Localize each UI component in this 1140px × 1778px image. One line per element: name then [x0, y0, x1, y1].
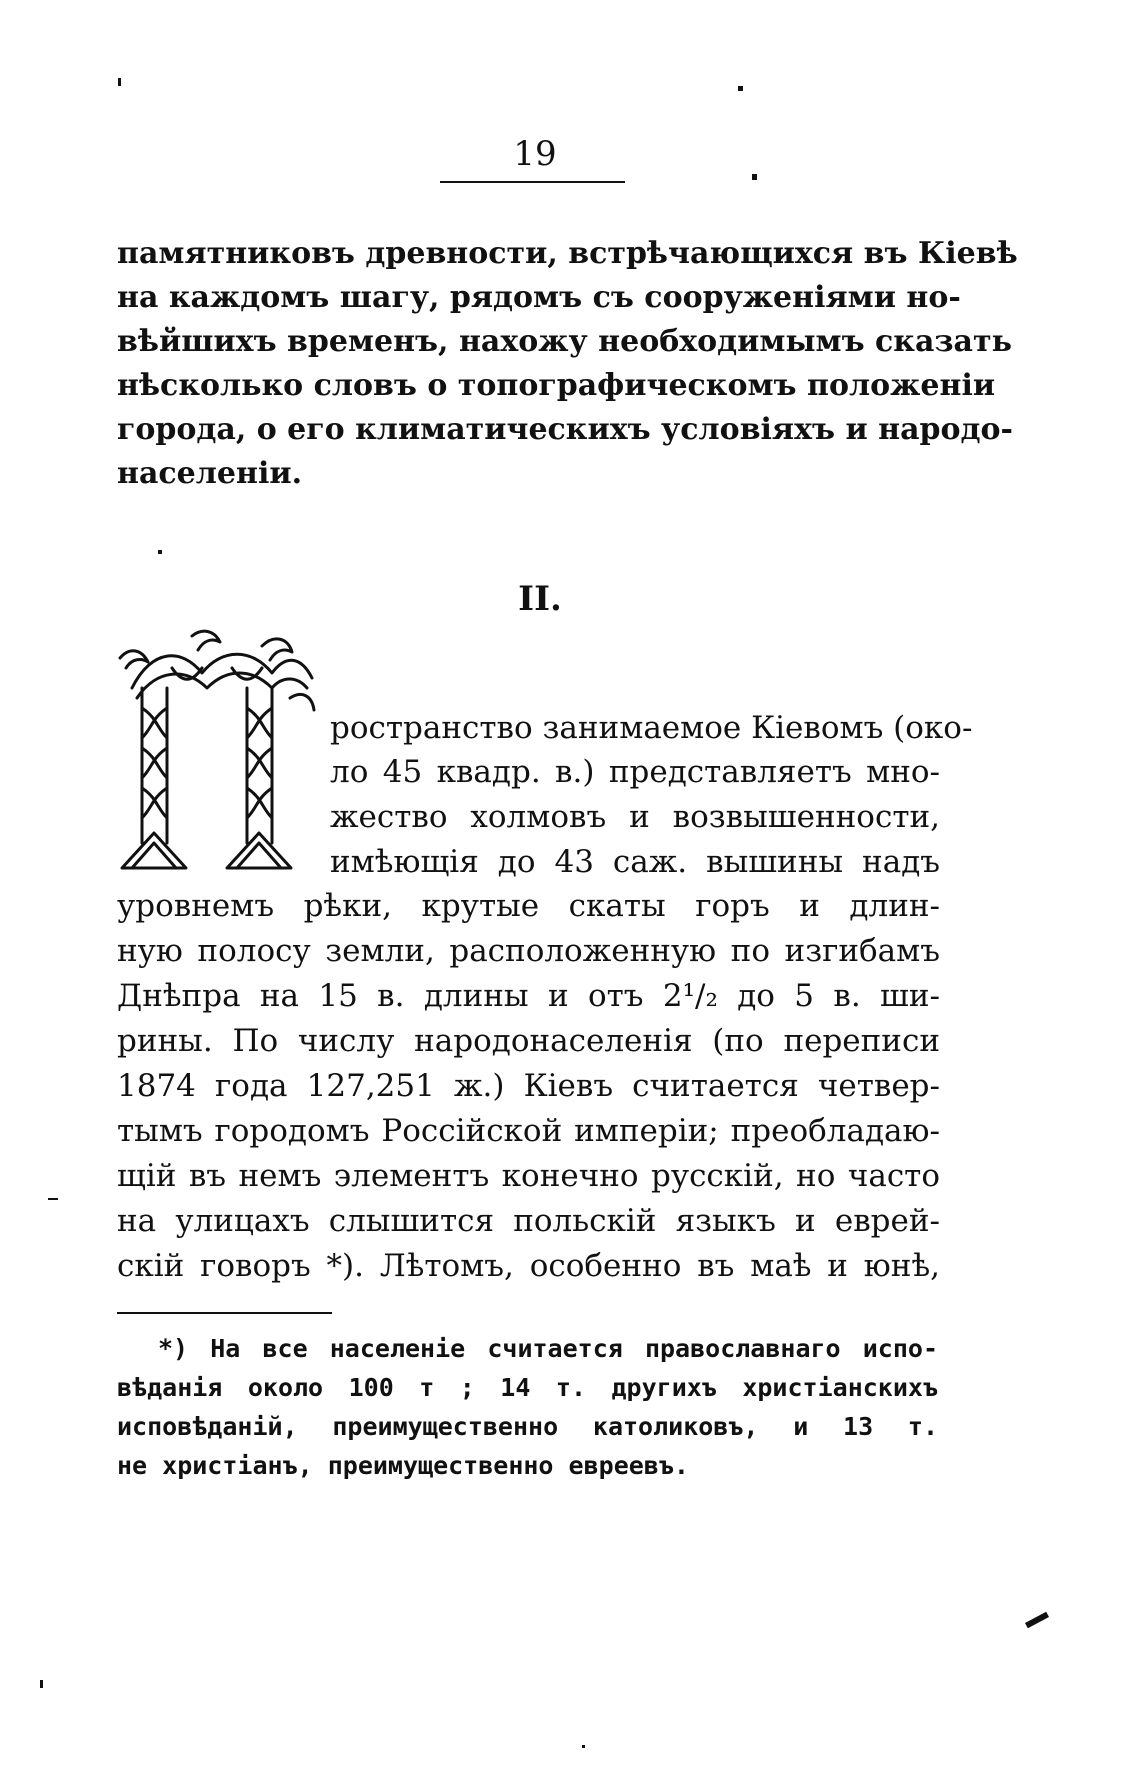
footnote-line: исповѣданій, преимущественно католиковъ, и 13 т.: [117, 1412, 938, 1441]
text-line: щій въ немъ элементъ конечно русскій, но часто: [117, 1158, 940, 1194]
footnote-line: *) На все населеніе считается православнаго испо-: [158, 1334, 938, 1363]
text-line: Днѣпра на 15 в. длины и отъ 2¹/₂ до 5 в. ши-: [117, 978, 940, 1014]
text-line: на каждомъ шагу, рядомъ съ сооруженіями но-: [117, 280, 961, 315]
text-line: ло 45 квадр. в.) представляетъ мно-: [330, 754, 940, 790]
text-line: 1874 года 127,251 ж.) Кіевъ считается четвер-: [117, 1068, 940, 1104]
footnote-rule: [117, 1312, 332, 1314]
text-line: рины. По числу народонаселенія (по переписи: [117, 1023, 940, 1059]
text-line: вѣйшихъ временъ, нахожу необходимымъ сказать: [117, 324, 1012, 359]
scan-speck: [582, 1745, 585, 1748]
svg-text:П: [158, 827, 159, 828]
scan-speck: [158, 550, 162, 554]
drop-cap-ornament: [112, 628, 320, 878]
scan-speck: [40, 1680, 43, 1688]
text-line: на улицахъ слышится польскій языкъ и еврей-: [117, 1203, 940, 1239]
text-line: ную полосу земли, расположенную по изгибамъ: [117, 933, 940, 969]
text-line: уровнемъ рѣки, крутые скаты горъ и длин-: [117, 888, 940, 924]
scan-speck: [118, 78, 121, 86]
text-line: памятниковъ древности, встрѣчающихся въ Кіевѣ: [117, 236, 1018, 271]
text-line: имѣющія до 43 саж. вышины надъ: [330, 844, 940, 880]
text-line: города, о его климатическихъ условіяхъ и народо-: [117, 412, 1013, 447]
scan-speck: [752, 174, 757, 180]
text-line: жество холмовъ и возвышенности,: [330, 799, 940, 835]
page-number-rule: [440, 181, 625, 183]
text-line: нѣсколько словъ о топографическомъ положеніи: [117, 368, 996, 403]
section-heading: II.: [518, 579, 562, 619]
scan-speck: [738, 86, 743, 91]
text-line: скій говоръ *). Лѣтомъ, особенно въ маѣ и юнѣ,: [117, 1248, 940, 1284]
scan-speck: [48, 1198, 58, 1200]
paragraph-1: [117, 232, 1018, 496]
page-number: 19: [513, 134, 557, 174]
text-line: ространство занимаемое Кіевомъ (око-: [330, 710, 973, 746]
footnote-line: не христіанъ, преимущественно евреевъ.: [117, 1451, 689, 1480]
footnote-line: вѣданія около 100 т ; 14 т. другихъ христіанскихъ: [117, 1373, 938, 1402]
text-line: тымъ городомъ Россійской имперіи; преобладаю-: [117, 1113, 940, 1149]
scan-speck: [1025, 1612, 1049, 1629]
text-line: населеніи.: [117, 456, 303, 491]
